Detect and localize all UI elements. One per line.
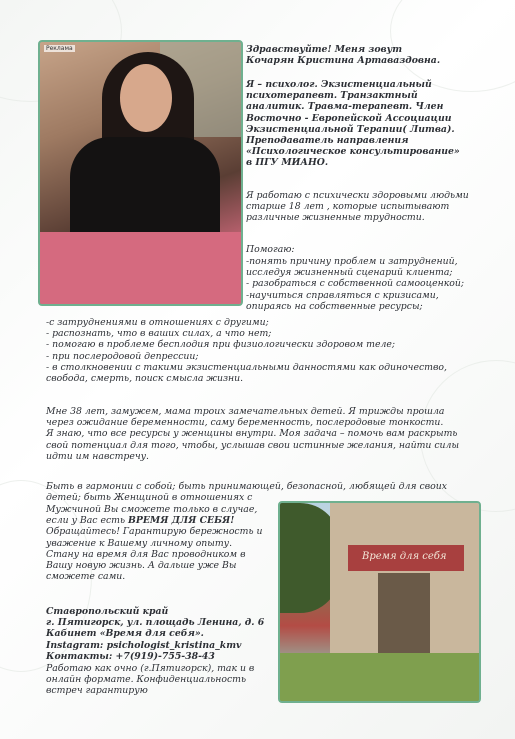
contacts: Ставропольский край г. Пятигорск, ул. площадь Ленина, д. 6 Кабинет «Время для себя». Instagram: psichologist_kristina_kmv Контакты: +7(919)-755-38-43 — [46, 606, 265, 662]
harmony-wide: Быть в гармонии с собой; быть принимающей, безопасной, любящей для своих детей; быть Женщиной в отношениях с — [46, 481, 447, 504]
office-sign-text: Время для себя — [362, 551, 447, 562]
lawn-shape — [280, 653, 479, 701]
formats: Работаю как очно (г.Пятигорск), так и в онлайн формате. Конфиденциальность встреч гарантирую — [46, 663, 255, 697]
intro: Я – психолог. Экзистенциальный психотерапевт. Транзактный аналитик. Травма-терапевт. Член Восточно - Европейской Ассоциации Экзистенциальной Терапии( Литва). Преподаватель направления «Психологическое консультирование» в ПГУ МИАНО. — [246, 79, 460, 169]
help-list-top: -понять причину проблем и затруднений, исследуя жизненный сценарий клиента; - разобраться с собственной самооценкой; -научиться справляться с кризисами, опираясь на собственные ресурсы; — [246, 256, 465, 312]
face-shape — [120, 64, 172, 132]
harmony-paragraph — [46, 504, 262, 582]
help-title: Помогаю: — [246, 244, 295, 255]
office-photo — [278, 501, 481, 703]
ad-label: Реклама — [46, 45, 73, 52]
door-shape — [378, 573, 430, 653]
time-for-yourself-highlight: ВРЕМЯ ДЛЯ СЕБЯ! — [128, 515, 235, 527]
work-description: Я работаю с психически здоровыми людьми старше 18 лет , которые испытывают различные жизненные трудности. — [246, 190, 469, 224]
black-top-shape — [70, 137, 220, 247]
harmony-rest: Обращайтесь! Гарантирую бережность и уважение к Вашему личному опыту. Стану на время для Вас проводником в Вашу новую жизнь. А дальше уже Вы сможете сами. — [46, 526, 263, 583]
portrait-photo — [38, 40, 243, 306]
about-paragraph: Мне 38 лет, замужем, мама троих замечательных детей. Я трижды прошла через ожидание беременности, саму беременность, послеродовые тонкости. Я знаю, что все ресурсы у женщины внутри. Моя задача – помочь вам раскрыть свой потенциал для того, чтобы, услышав свои истинные желания, найти силы идти им навстречу. — [46, 406, 460, 462]
harmony-text: Мужчиной Вы сможете только в случае, если у Вас есть — [46, 504, 258, 527]
pink-cushion-shape — [40, 232, 241, 304]
greeting: Здравствуйте! Меня зовут Кочарян Кристина Артаваздовна. — [246, 44, 441, 67]
help-list-wide: -с затруднениями в отношениях с другими; - распознать, что в ваших силах, а что нет; - помогаю в проблеме бесплодия при физиологически здоровом теле; - при послеродовой депрессии; - в столкновении с такими экзистенциальными данностями как одиночество, свобода, смерть, поиск смысла жизни. — [46, 317, 447, 385]
